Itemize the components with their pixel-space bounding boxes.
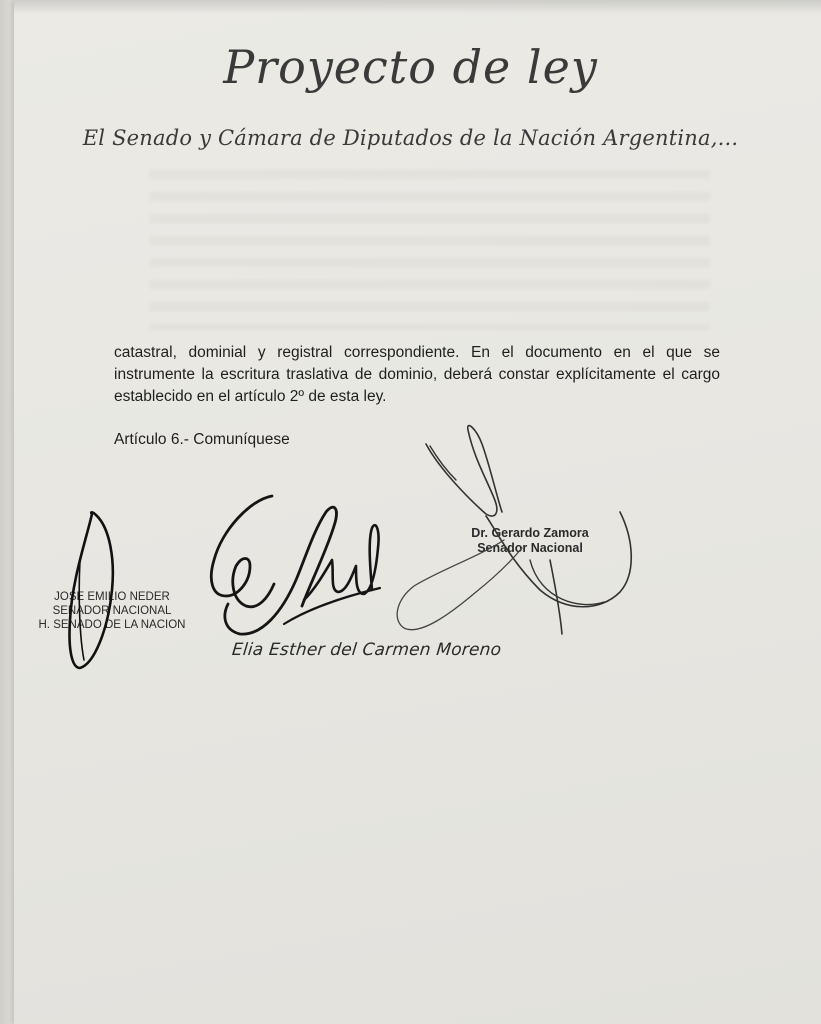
moreno-handwritten-name: Elia Esther del Carmen Moreno (230, 640, 503, 660)
zamora-name: Dr. Gerardo Zamora (471, 526, 589, 540)
neder-institution: H. SENADO DE LA NACION (38, 619, 186, 631)
zamora-title: Senador Nacional (477, 541, 583, 555)
neder-title: SENADOR NACIONAL (52, 605, 172, 617)
document-title: Proyecto de ley (223, 40, 598, 94)
document-subtitle: El Senado y Cámara de Diputados de la Nación Argentina,... (82, 126, 739, 150)
neder-name: JOSE EMILIO NEDER (54, 591, 170, 603)
body-paragraph: catastral, dominial y registral correspondiente. En el documento en el que se instrumente la escritura traslativa de dominio, deberá constar explícitamente el cargo establecido en el artículo 2º de esta ley. (114, 344, 720, 405)
article-6: Artículo 6.- Comuníquese (114, 431, 290, 448)
